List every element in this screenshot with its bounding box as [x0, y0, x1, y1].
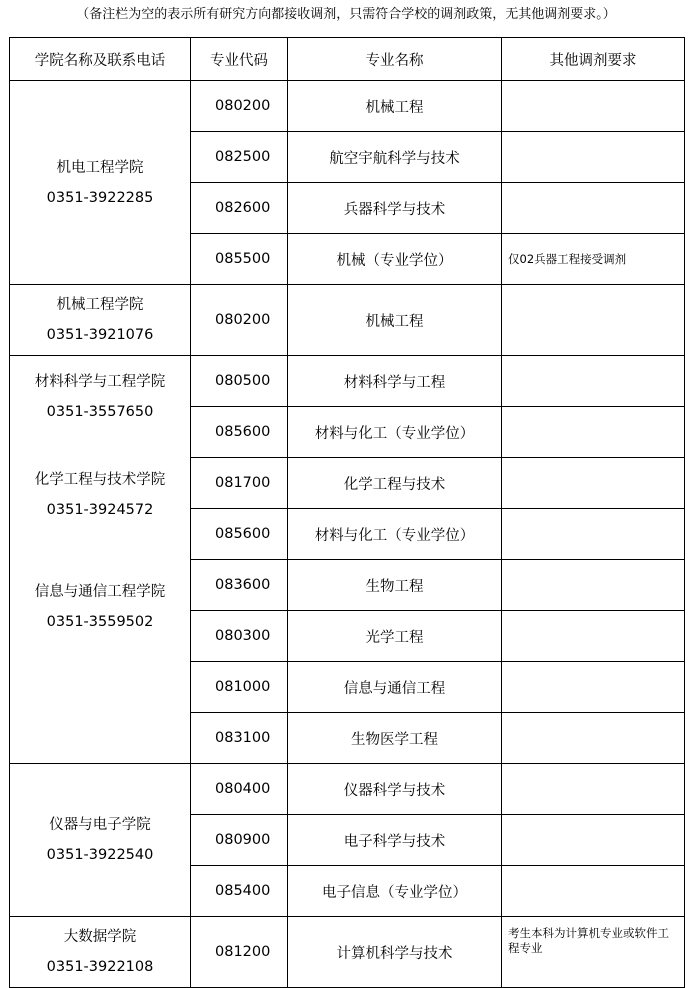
adjustment-table: [9, 37, 685, 988]
college-phone: 0351-3922285: [46, 189, 154, 206]
major-name: 光学工程: [288, 611, 502, 662]
college-name: 机电工程学院: [56, 159, 144, 176]
college-cell-mechanical: [10, 285, 191, 356]
major-name: 航空宇航科学与技术: [288, 132, 502, 183]
major-code: 081200: [191, 917, 288, 988]
college-phone: 0351-3924572: [46, 502, 154, 518]
major-req: [502, 81, 685, 132]
college-phone: 0351-3557650: [46, 404, 154, 420]
college-name: 化学工程与技术学院: [34, 472, 166, 488]
major-name: 化学工程与技术: [288, 458, 502, 509]
major-code: 080900: [191, 815, 288, 866]
major-code: 081700: [191, 458, 288, 509]
college-cell-bigdata: [10, 917, 191, 988]
major-req: [502, 132, 685, 183]
college-name: 材料科学与工程学院: [34, 374, 166, 390]
college-cell-instrument: [10, 764, 191, 917]
major-name: 材料科学与工程: [288, 356, 502, 407]
major-name: 机械工程: [288, 285, 502, 356]
major-req: [502, 611, 685, 662]
college-cell-mechatronics: [10, 81, 191, 285]
major-name: 计算机科学与技术: [288, 917, 502, 988]
college-cell-group: [10, 356, 191, 764]
table-row: [10, 917, 685, 988]
header-code: 专业代码: [191, 38, 288, 81]
major-req: [502, 407, 685, 458]
major-code: 080200: [191, 285, 288, 356]
major-req: [502, 764, 685, 815]
major-code: 083100: [191, 713, 288, 764]
table-row: [10, 285, 685, 356]
college-group-information: [10, 582, 190, 632]
major-name: 仪器科学与技术: [288, 764, 502, 815]
college-name: 信息与通信工程学院: [34, 584, 166, 600]
major-name: 机械（专业学位）: [288, 234, 502, 285]
table-row: [10, 764, 685, 815]
college-name: 机械工程学院: [56, 297, 144, 313]
major-code: 085600: [191, 407, 288, 458]
major-name: 生物工程: [288, 560, 502, 611]
major-code: 082600: [191, 183, 288, 234]
major-code: 080200: [191, 81, 288, 132]
major-code: 083600: [191, 560, 288, 611]
major-req: [502, 815, 685, 866]
major-code: 085500: [191, 234, 288, 285]
major-code: 081000: [191, 662, 288, 713]
major-req: [502, 713, 685, 764]
major-req: [502, 509, 685, 560]
major-req: 考生本科为计算机专业或软件工程专业: [502, 917, 685, 988]
major-req: [502, 285, 685, 356]
major-req: [502, 356, 685, 407]
major-code: 085600: [191, 509, 288, 560]
college-group-chemical: [10, 470, 190, 520]
major-code: 080500: [191, 356, 288, 407]
college-phone: 0351-3559502: [46, 614, 154, 630]
major-name: 电子信息（专业学位）: [288, 866, 502, 917]
major-code: 080300: [191, 611, 288, 662]
table-row: [10, 81, 685, 132]
header-college: 学院名称及联系电话: [10, 38, 191, 81]
college-name: 仪器与电子学院: [49, 817, 151, 833]
major-req: [502, 866, 685, 917]
table-note: （备注栏为空的表示所有研究方向都接收调剂，只需符合学校的调剂政策，无其他调剂要求。）: [76, 7, 616, 22]
major-name: 电子科学与技术: [288, 815, 502, 866]
header-req: 其他调剂要求: [502, 38, 685, 81]
major-code: 080400: [191, 764, 288, 815]
major-name: 机械工程: [288, 81, 502, 132]
major-name: 信息与通信工程: [288, 662, 502, 713]
major-req: [502, 183, 685, 234]
major-name: 兵器科学与技术: [288, 183, 502, 234]
major-name: 生物医学工程: [288, 713, 502, 764]
table-header-row: [10, 38, 685, 81]
major-code: 085400: [191, 866, 288, 917]
college-phone: 0351-3921076: [46, 327, 154, 343]
college-name: 大数据学院: [63, 929, 137, 945]
major-name: 材料与化工（专业学位）: [288, 407, 502, 458]
major-code: 082500: [191, 132, 288, 183]
college-group-materials: [10, 372, 190, 422]
major-req: [502, 560, 685, 611]
major-req: [502, 458, 685, 509]
major-req: [502, 662, 685, 713]
major-req: 仅02兵器工程接受调剂: [502, 234, 685, 285]
table-row: [10, 356, 685, 407]
college-phone: 0351-3922540: [46, 847, 154, 863]
major-name: 材料与化工（专业学位）: [288, 509, 502, 560]
college-phone: 0351-3922108: [46, 959, 154, 975]
header-major: 专业名称: [288, 38, 502, 81]
